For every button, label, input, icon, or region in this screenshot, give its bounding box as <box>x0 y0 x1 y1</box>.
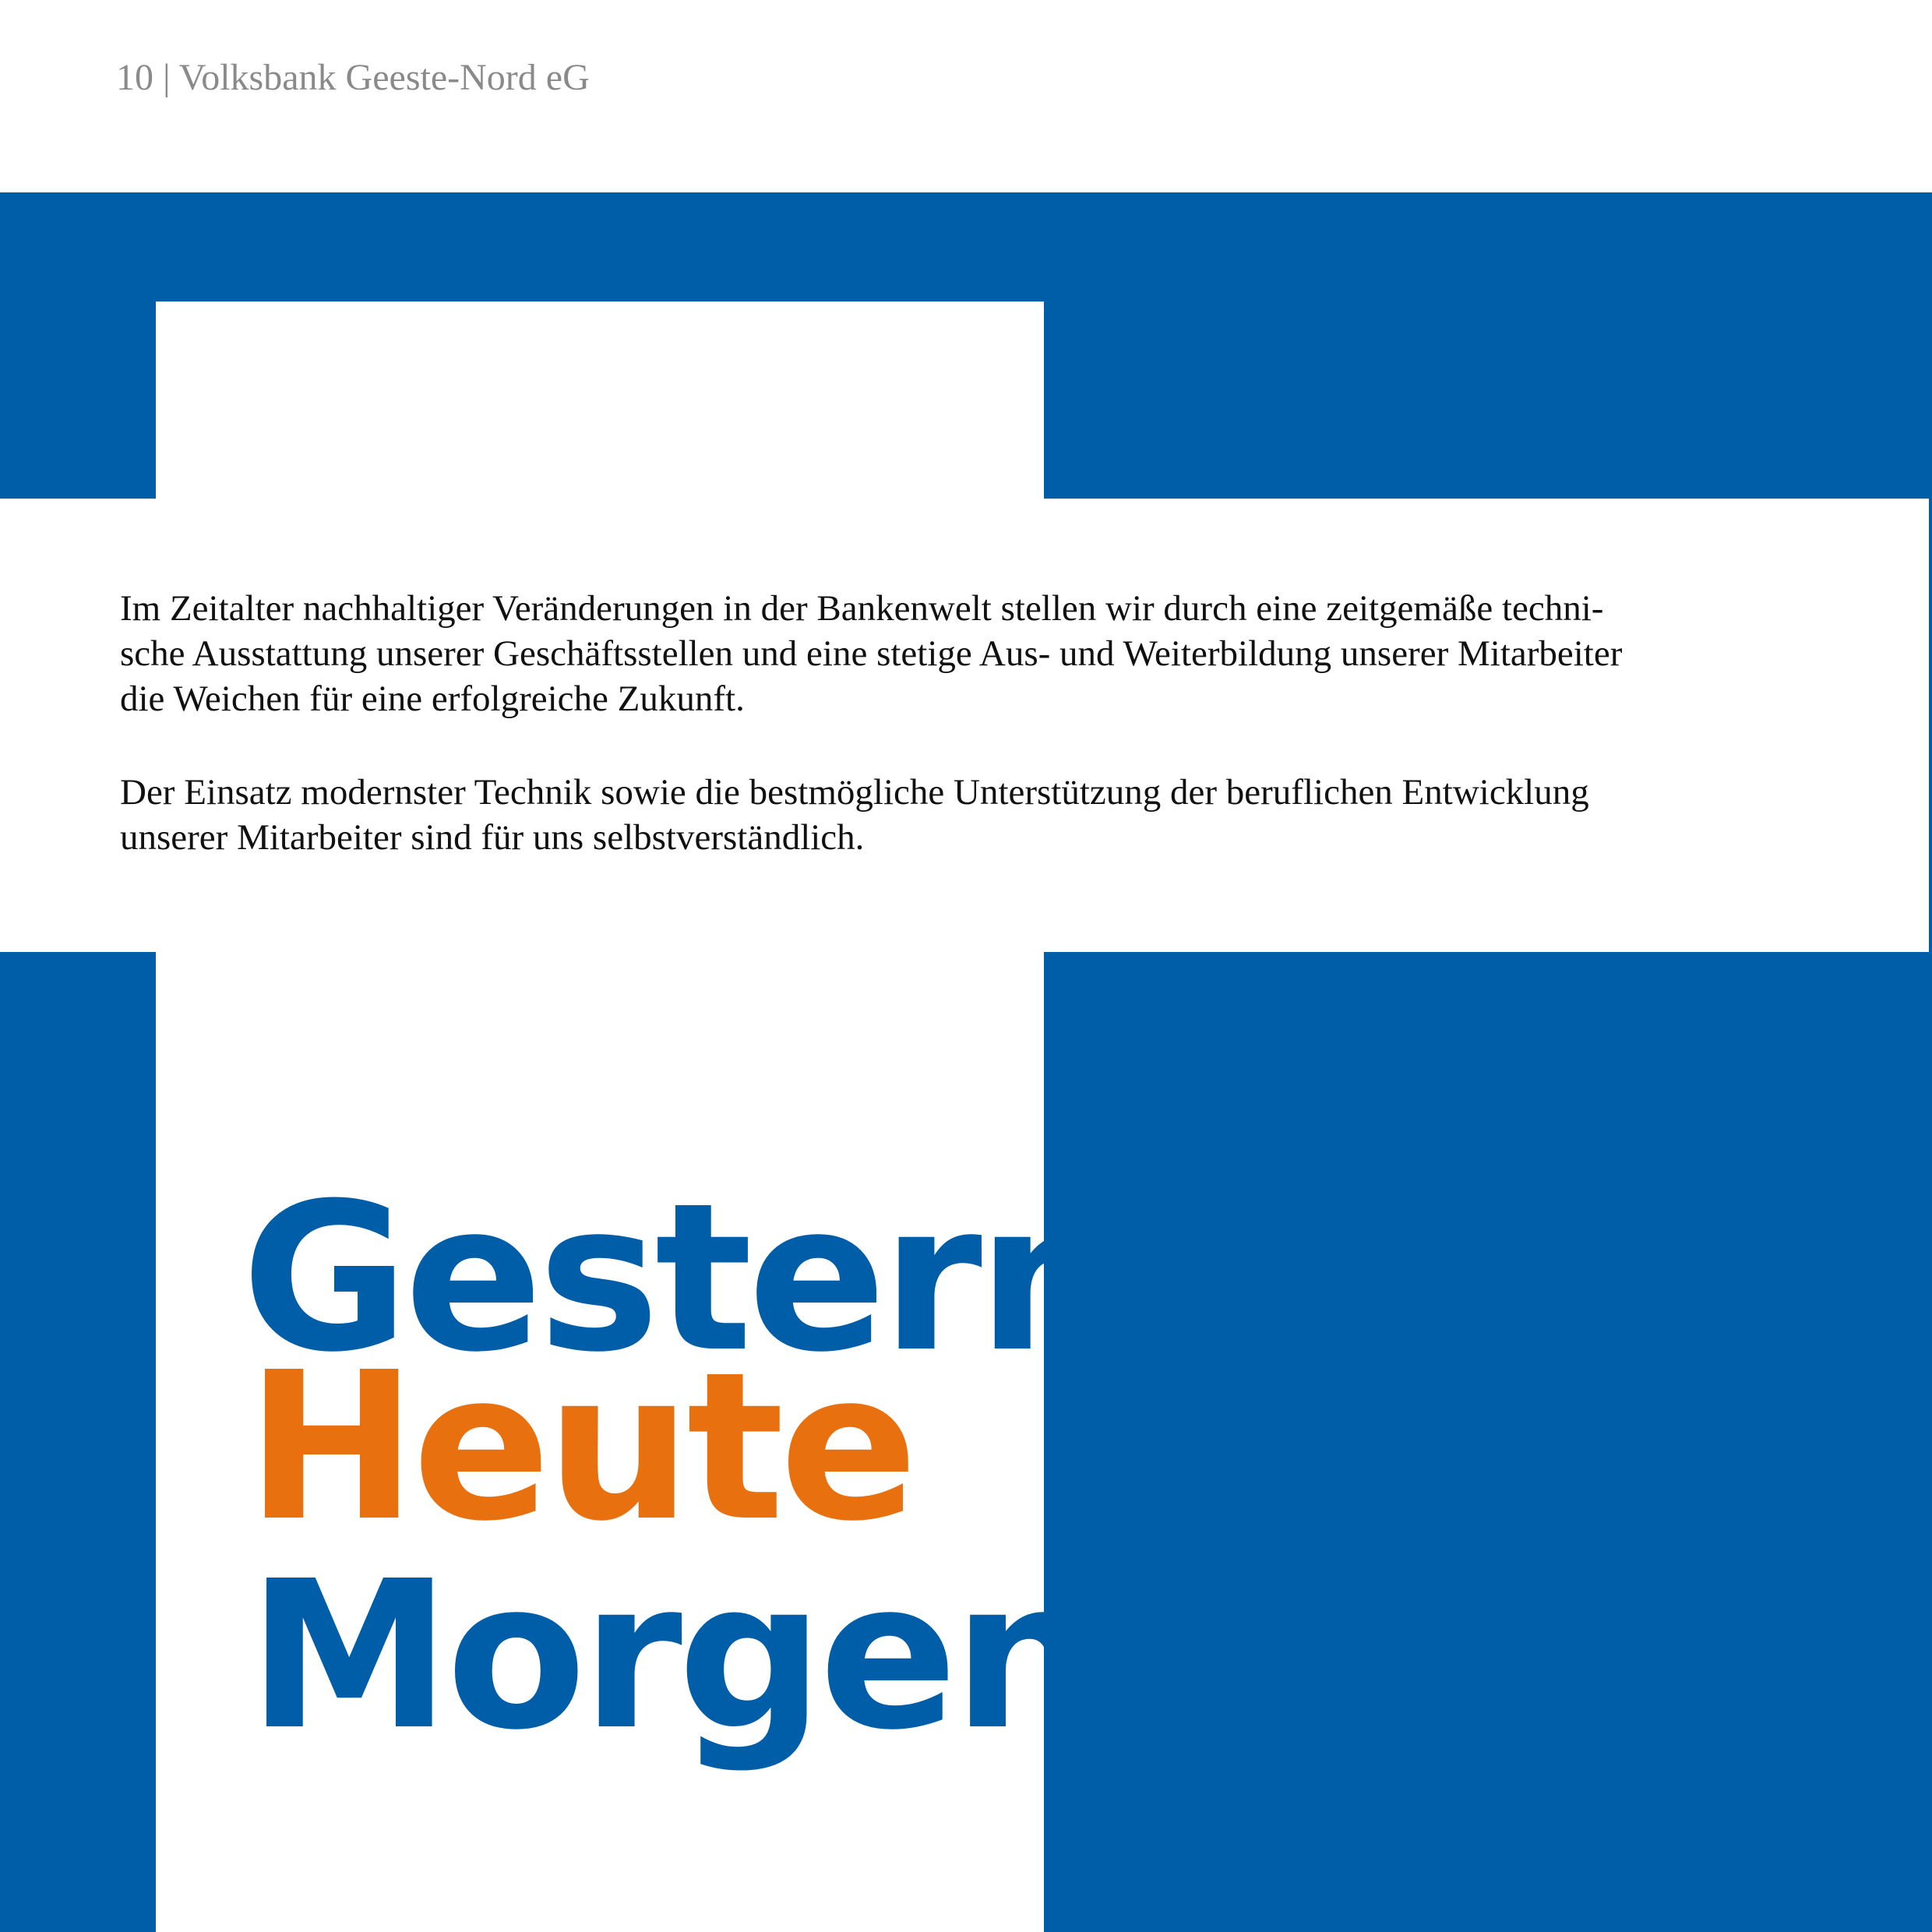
page-header: 10 | Volksbank Geeste-Nord eG <box>116 57 590 98</box>
paragraph: Im Zeitalter nachhaltiger Veränderungen in der Bankenwelt stellen wir durch eine zeitgemäße techni- sche Ausstattung unserer Geschäftsstellen und eine stetige Aus- und Weiterbildung unserer Mitarbeiter die Weichen für eine erfolgreiche Zukunft. <box>120 588 1623 719</box>
blue-block-top-right <box>1044 301 1932 499</box>
headline-gestern: Gestern <box>242 1159 1119 1397</box>
headline-heute: Heute <box>246 1328 914 1566</box>
headline-morgen: Morgen <box>248 1537 1094 1775</box>
blue-band-top <box>0 192 1932 301</box>
blue-block-bottom-left <box>0 952 156 1932</box>
blue-right-edge <box>1929 499 1932 952</box>
intro-text <box>120 586 1881 908</box>
blue-block-bottom-right <box>1044 952 1932 1932</box>
paragraph: Der Einsatz modernster Technik sowie die bestmögliche Unterstützung der beruflichen Entwicklung unserer Mitarbeiter sind für uns selbstverständlich. <box>120 772 1589 858</box>
blue-block-top-left <box>0 301 156 499</box>
